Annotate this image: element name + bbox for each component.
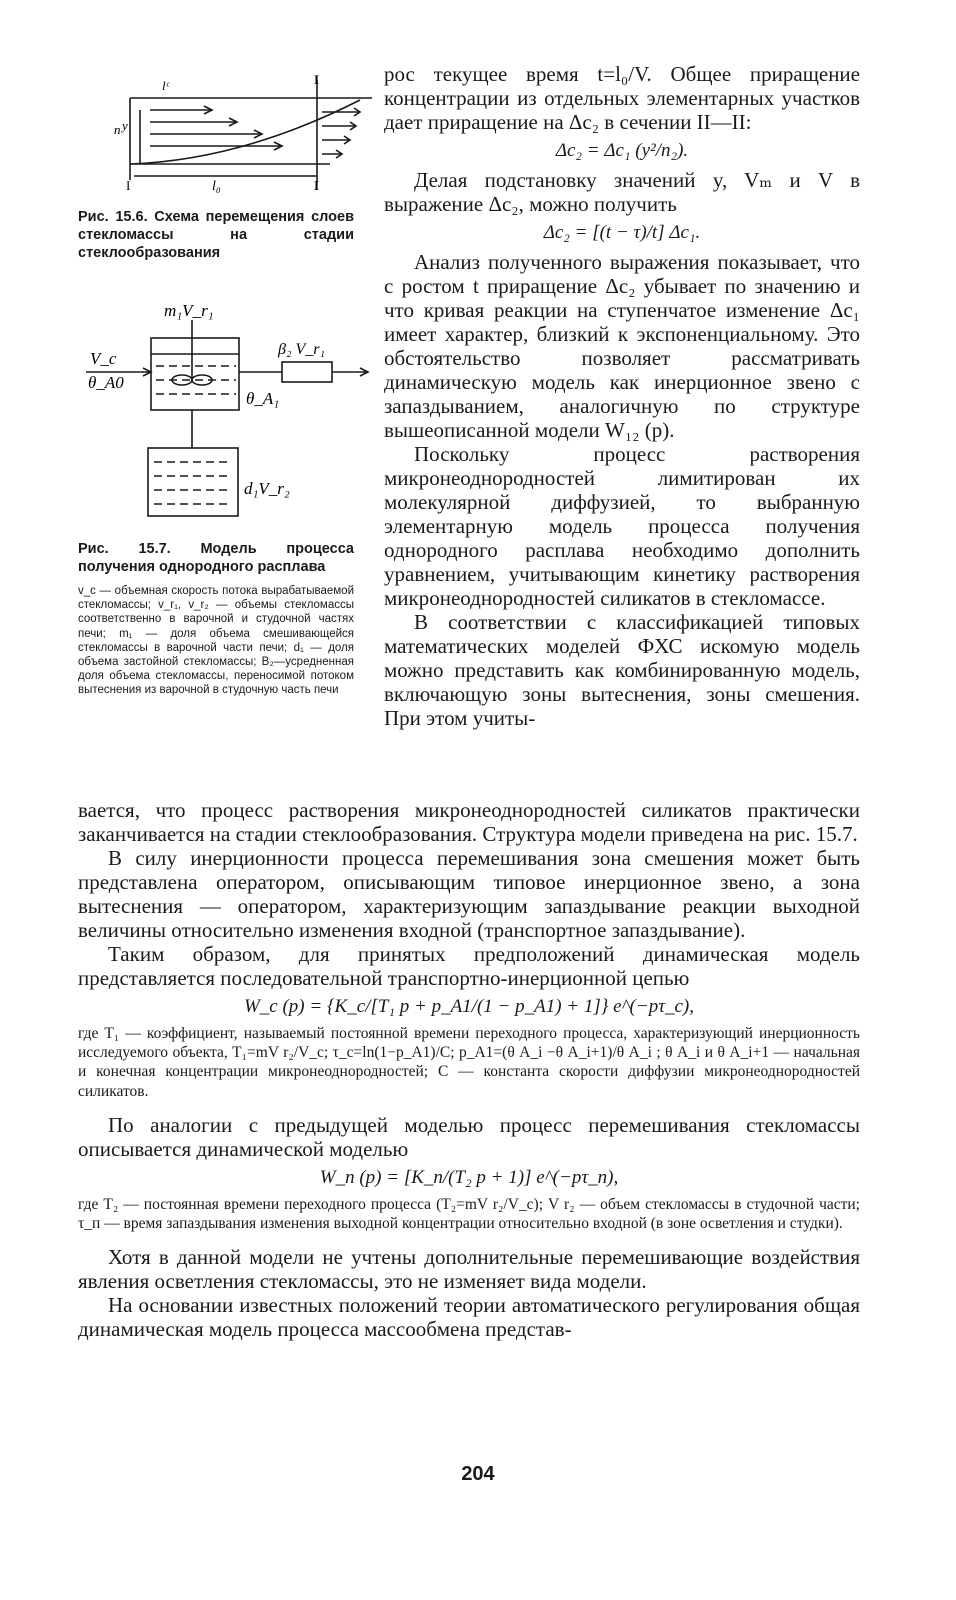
vc-label: V_c	[90, 349, 117, 368]
equation-1: Δc₂ = Δc₁ (y²/n₂).	[555, 140, 689, 161]
where-clause-1: где T₁ — коэффициент, называемый постоянной времени переходного процесса, характеризующий инерционность исследуемого объекта, T₁=mV r₂/V_c; τ_c=ln(1−p_A1)/C; p_A1=(θ A_i −θ A_i+1)/θ A_i ; θ A_i и θ A_i+1 — начальная и конечная концентрации микронеоднородностей; C — константа скорости диффузии микронеоднородностей силикатов.	[78, 1025, 860, 1100]
paragraph-1: рос текущее время t=l₀/V. Общее приращение концентрации из отдельных элементарных участков дает приращение на Δc₂ в сечении II—II:	[384, 62, 860, 134]
full-width-text	[78, 798, 860, 1341]
figure-15-7-legend	[78, 584, 354, 698]
paragraph-10: На основании известных положений теории автоматического регулирования общая динамическая модель процесса массообмена представ-	[78, 1293, 860, 1342]
theta-a1-label: θ_A₁	[246, 389, 280, 408]
page-number: 204	[461, 1463, 495, 1485]
y-label: y	[122, 118, 128, 133]
b2vr1-label: β₂ V_r₁	[278, 341, 326, 358]
equation-2: Δc₂ = [(t − τ)/t] Δc₁.	[543, 222, 701, 243]
where-clause-2: где T₂ — постоянная времени переходного процесса (T₂=mV r₂/V_c); V r₂ — объем стекломассы в студочной части; τ_п — время запаздывания изменения выходной концентрации относительно входной (в зоне осветления и студки).	[78, 1195, 860, 1233]
equation-4: W_п (p) = [K_п/(T₂ p + 1)] e^(−pτ_п),	[319, 1166, 619, 1188]
paragraph-4: Поскольку процесс растворения микронеоднородностей лимитирован их молекулярной диффузией, то выбранную элементарную модель процесса получения однородного расплава необходимо дополнить уравнением, учитывающим кинетику растворения микронеоднородностей силикатов в стекломассе.	[384, 442, 860, 610]
section-i-bottom-label: I	[314, 178, 320, 193]
figure-15-6	[92, 70, 372, 195]
figure-15-7	[86, 296, 376, 521]
section-left-label: I	[126, 178, 131, 193]
figure-15-7-caption: Рис. 15.7. Модель процесса получения однородного расплава	[78, 541, 354, 575]
paragraph-6: В силу инерционности процесса перемешивания зона смешения может быть представлена оператором, описывающим типовое инерционное звено, а зона вытеснения — оператором, характеризующим запаздывание реакции выходной величины относительно изменения входной (транспортное запаздывание).	[78, 846, 860, 942]
equation-3: W_c (p) = {K_c/[T₁ p + p_A1/(1 − p_A1) + 1]} e^(−pτ_c),	[243, 996, 695, 1017]
figure-15-7-legend-text: v_c — объемная скорость потока вырабатываемой стекломассы; v_r₁, v_r₂ — объемы стекломассы соответственно в варочной и студочной частях печи; m₁ — доля объема смешивающейся стекломассы в варочной части печи; d₁ — доля объема застойной стекломассы; B₂—усредненная доля объема стекломассы, переносимой потоком вытеснения из варочной в студочную часть печи	[78, 585, 354, 697]
right-column	[384, 62, 860, 730]
section-i-top-label: I	[314, 72, 320, 87]
paragraph-7: Таким образом, для принятых предположений динамическая модель представляется последовательной транспортно-инерционной цепью	[78, 942, 860, 990]
paragraph-8: По аналогии с предыдущей моделью процесс перемешивания стекломассы описывается динамической моделью	[78, 1112, 860, 1161]
paragraph-2: Делая подстановку значений y, Vₘ и V в выражение Δc₂, можно получить	[384, 168, 860, 216]
paragraph-3: Анализ полученного выражения показывает, что с ростом t приращение Δc₂ убывает по значению и что кривая реакции на ступенчатое изменение Δc₁ имеет характер, близкий к экспоненциальному. Это обстоятельство позволяет рассматривать динамическую модель как инерционное звено с запаздыванием, аналогичную по структуре вышеописанной модели W₁₂ (p).	[384, 250, 860, 442]
theta-a0-label: θ_A0	[88, 373, 124, 392]
d1vr2-label: d₁V_r₂	[244, 479, 290, 498]
mixing-model-diagram	[86, 296, 376, 521]
layer-flow-diagram	[92, 70, 372, 195]
figure-15-6-caption: Рис. 15.6. Схема перемещения слоев стекломассы на стадии стеклообразования	[78, 209, 354, 261]
m1vr1-label: m₁V_r₁	[164, 301, 214, 320]
lc-label: lᶜ	[162, 78, 170, 93]
paragraph-5-continued: вается, что процесс растворения микронеоднородностей силикатов практически заканчивается на стадии стеклообразования. Структура модели приведена на рис. 15.7.	[78, 798, 860, 846]
n-label: n	[114, 122, 121, 137]
paragraph-9: Хотя в данной модели не учтены дополнительные перемешивающие воздействия явления осветления стекломассы, это не изменяет вида модели.	[78, 1245, 860, 1294]
paragraph-5: В соответствии с классификацией типовых математических моделей ФХС искомую модель можно представить как комбинированную модель, включающую зоны вытеснения, зоны смешения. При этом учиты-	[384, 610, 860, 730]
l0-label: l₀	[212, 179, 221, 194]
